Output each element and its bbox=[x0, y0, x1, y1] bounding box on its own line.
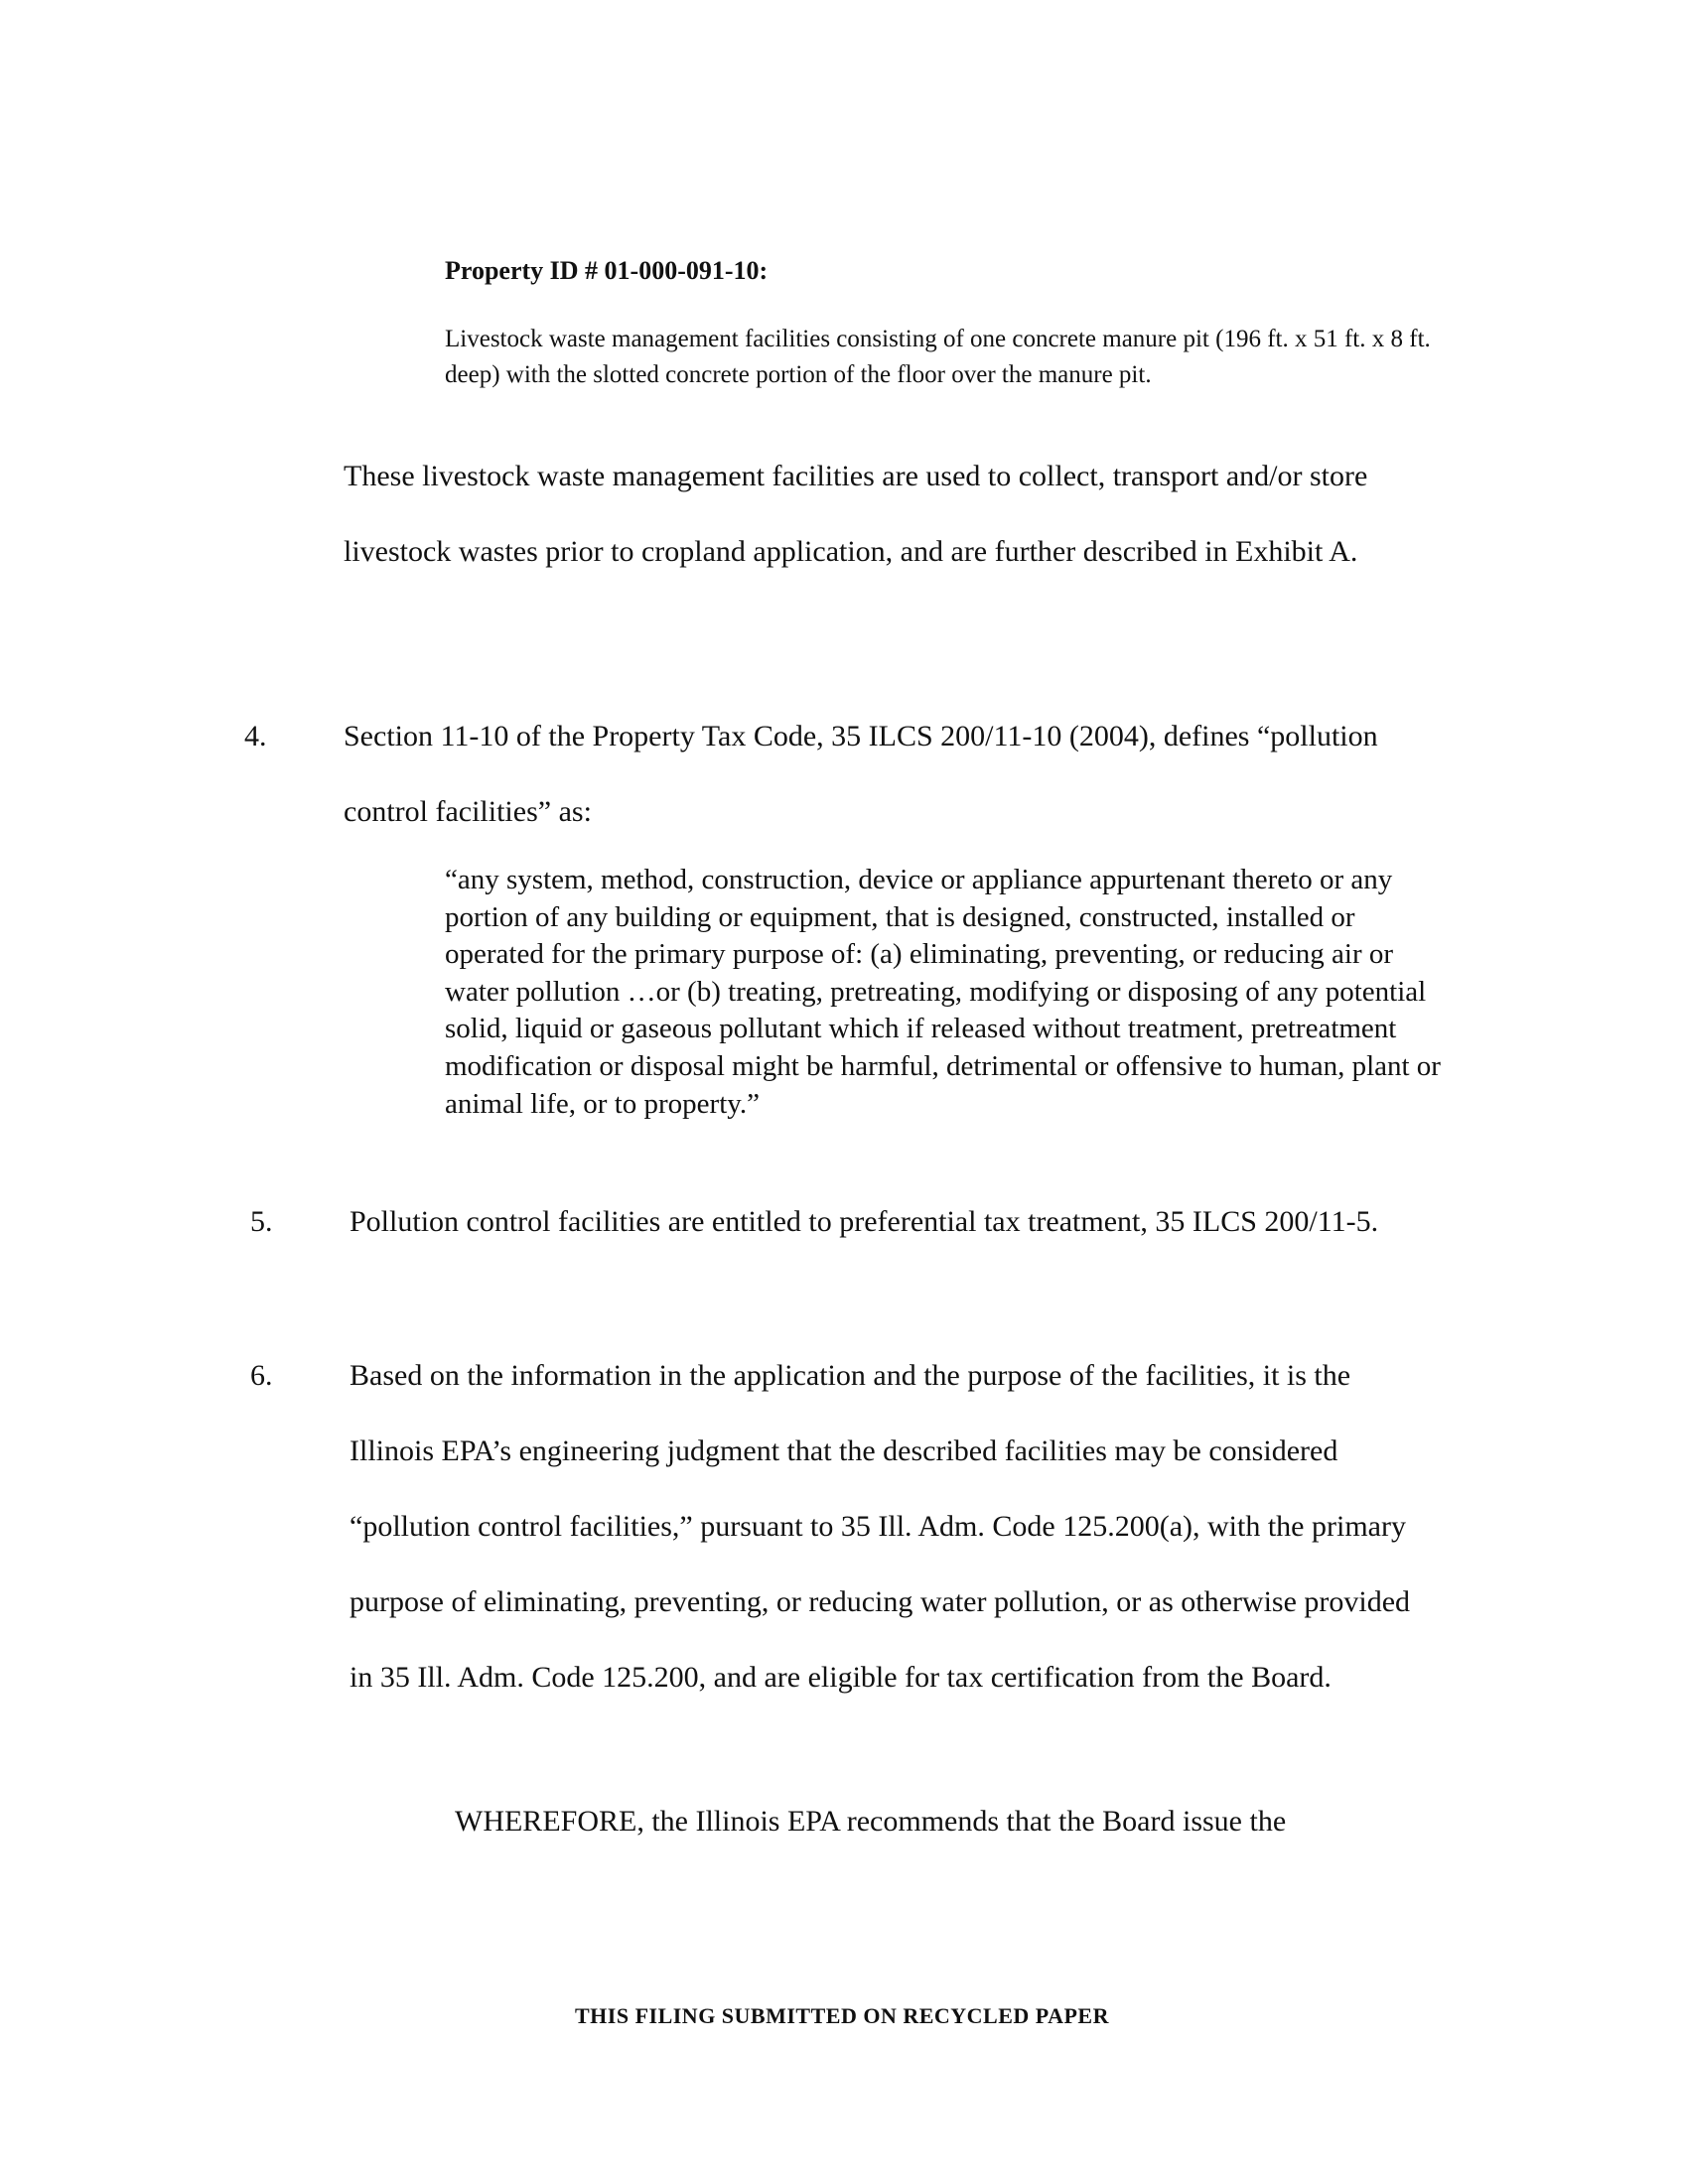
footer-notice: THIS FILING SUBMITTED ON RECYCLED PAPER bbox=[574, 2003, 1109, 2028]
item-text-5: Pollution control facilities are entitled to preferential tax treatment, 35 ILCS 200/11-5. bbox=[350, 1205, 1379, 1238]
property-id-heading: Property ID # 01-000-091-10: bbox=[445, 256, 769, 285]
item-number-4: 4. bbox=[244, 720, 267, 752]
wherefore-paragraph: WHEREFORE, the Illinois EPA recommends that the Board issue the bbox=[455, 1805, 1287, 1838]
intro-paragraph: These livestock waste management facilities are used to collect, transport and/or store livestock wastes prior to cropland application, and are further described in Exhibit A. bbox=[344, 460, 1368, 568]
item-number-5: 5. bbox=[250, 1205, 273, 1238]
block-quote-definition: “any system, method, construction, device or appliance appurtenant thereto or any portion of any building or equipment, that is designed, constructed, installed or operated for the primary purpose of: (a) eliminating, preventing, or reducing air or water pollution …or (b) treating, pretreating, modifying or disposing of any potential solid, liquid or gaseous pollutant which if released without treatment, pretreatment modification or disposal might be harmful, detrimental or offensive to human, plant or animal life, or to property.” bbox=[445, 864, 1441, 1120]
item-text-6: Based on the information in the application and the purpose of the facilities, it is the Illinois EPA’s engineering judgment that the described facilities may be considered “pollution control facilities,” pursuant to 35 Ill. Adm. Code 125.200(a), with the primary purpose of eliminating, preventing, or reducing water pollution, or as otherwise provided in 35 Ill. Adm. Code 125.200, and are eligible for tax certification from the Board. bbox=[350, 1359, 1411, 1694]
property-description: Livestock waste management facilities consisting of one concrete manure pit (196 ft. x 51 ft. x 8 ft. deep) with the slotted concrete portion of the floor over the manure pit. bbox=[445, 326, 1431, 388]
item-number-6: 6. bbox=[250, 1359, 273, 1392]
item-text-4: Section 11-10 of the Property Tax Code, 35 ILCS 200/11-10 (2004), defines “pollution control facilities” as: bbox=[344, 720, 1378, 828]
